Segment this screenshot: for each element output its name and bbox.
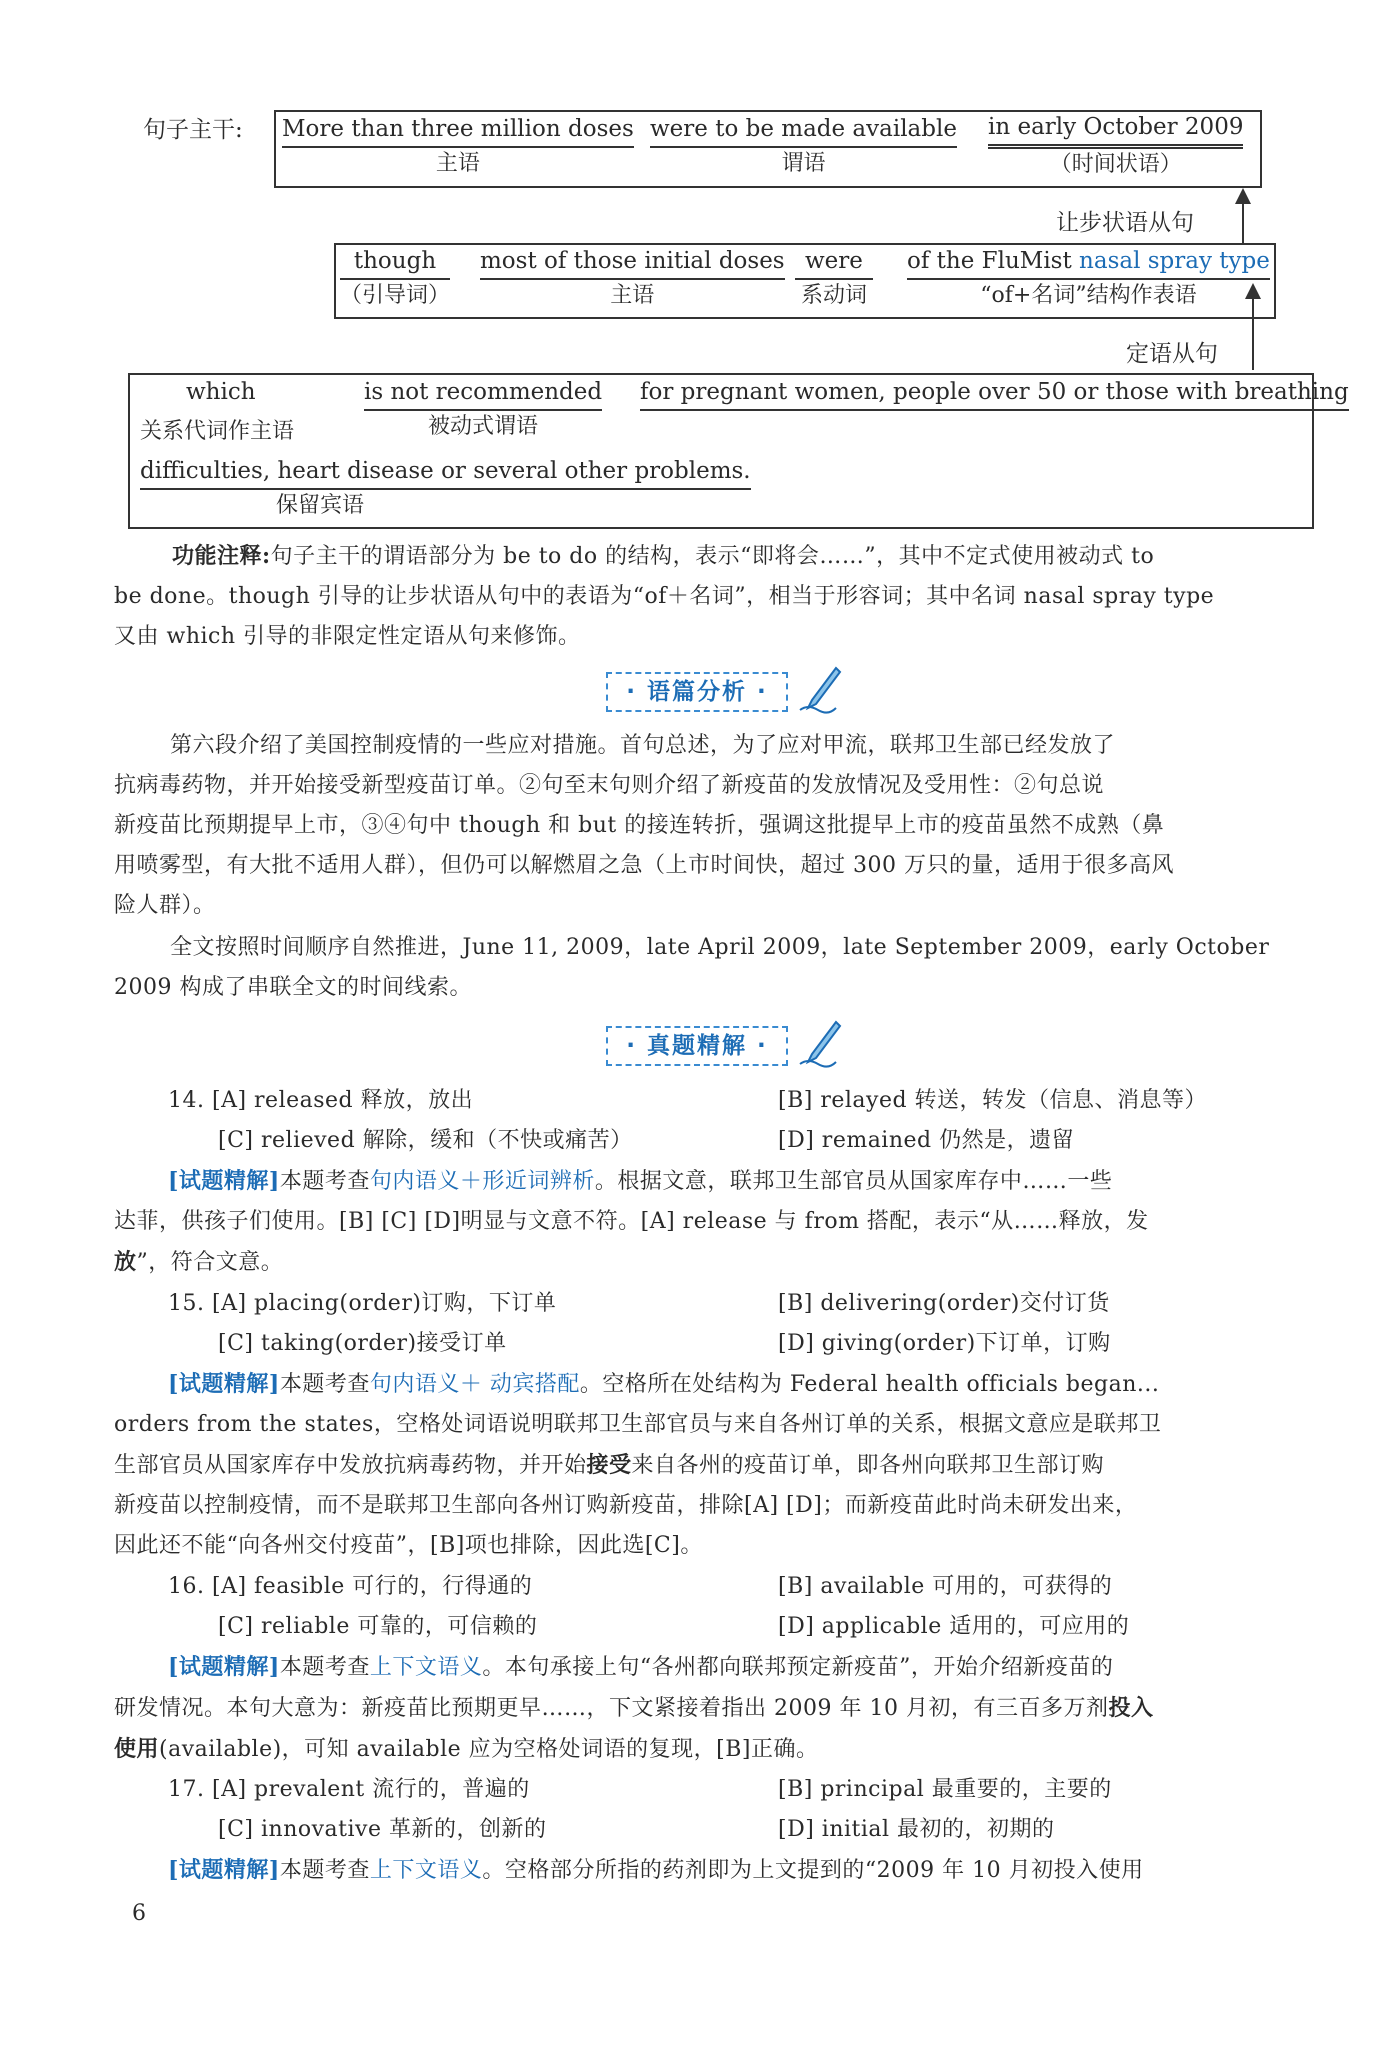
q16-option-d: [D] applicable 适用的，可应用的 — [778, 1614, 1130, 1639]
q15-option-d: [D] giving(order)下订单，订购 — [778, 1331, 1111, 1356]
pen-icon — [796, 664, 842, 714]
q17-option-c: [C] innovative 革新的，创新的 — [218, 1817, 547, 1842]
q14-option-d: [D] remained 仍然是，遗留 — [778, 1128, 1075, 1153]
pen-icon-2 — [796, 1018, 842, 1068]
q15-explanation: [试题精解]本题考查句内语义＋ 动宾搭配。空格所在处结构为 Federal health officials began... orders from the states，空格处词语说明联邦卫生部官员与来自各州订单的关系，根据文意应是联邦卫 生部官员从国家库存中发放抗病毒药物，并开始接受来自各州的疫苗订单，即各州向联邦卫生部订购 新疫苗以控制疫情，而不是联邦卫生部向各州订购新疫苗，排除[A] [D]；而新疫苗此时尚未研发出来， 因此还不能“向各州交付疫苗”，[B]项也排除，因此选[C]。 — [114, 1371, 1162, 1558]
relative-for-phrase: for pregnant women, people over 50 or those with breathing — [640, 377, 1349, 411]
section-title-discourse-analysis: · 语篇分析 · — [606, 672, 788, 712]
concessive-though: though （引导词） — [340, 248, 451, 308]
q17-explanation: [试题精解]本题考查上下文语义。空格部分所指的药剂即为上文提到的“2009 年 10 月初投入使用 — [168, 1857, 1144, 1883]
q16-option-b: [B] available 可用的，可获得的 — [778, 1574, 1113, 1599]
main-predicate: were to be made available 谓语 — [650, 116, 957, 176]
section-title-question-analysis: · 真题精解 · — [606, 1026, 788, 1066]
relative-clause-label: 定语从句 — [1126, 341, 1218, 367]
concessive-clause-label: 让步状语从句 — [1056, 210, 1194, 236]
concessive-subject: most of those initial doses 主语 — [480, 248, 785, 308]
arrow-up-icon-2 — [1245, 283, 1261, 299]
connector-line — [1242, 200, 1244, 244]
q16-option-a: 16. [A] feasible 可行的，行得通的 — [168, 1574, 533, 1599]
q15-option-a: 15. [A] placing(order)订购，下订单 — [168, 1291, 557, 1316]
q16-option-c: [C] reliable 可靠的，可信赖的 — [218, 1614, 538, 1639]
concessive-verb: were 系动词 — [795, 246, 873, 312]
main-clause-label: 句子主干: — [143, 117, 243, 143]
q17-option-d: [D] initial 最初的，初期的 — [778, 1817, 1055, 1842]
q17-option-a: 17. [A] prevalent 流行的，普遍的 — [168, 1777, 530, 1802]
q15-option-c: [C] taking(order)接受订单 — [218, 1331, 507, 1356]
function-note: 功能注释:句子主干的谓语部分为 be to do 的结构，表示“即将会……”，其中不定式使用被动式 to be done。though 引导的让步状语从句中的表语为“of＋名词”，相当于形容词；其中名词 nasal spray type 又由 which 引导的非限定性定语从句来修饰。 — [114, 543, 1215, 649]
q14-explanation: [试题精解]本题考查句内语义＋形近词辨析。根据文意，联邦卫生部官员从国家库存中……一些 达菲，供孩子们使用。[B] [C] [D]明显与文意不符。[A] release 与 from 搭配，表示“从……释放，发 放”，符合文意。 — [114, 1168, 1149, 1275]
connector-line-2 — [1252, 298, 1254, 370]
page-number: 6 — [132, 1901, 146, 1926]
analysis-paragraph-1: 第六段介绍了美国控制疫情的一些应对措施。首句总述，为了应对甲流，联邦卫生部已经发放了 抗病毒药物，并开始接受新型疫苗订单。②句至末句则介绍了新疫苗的发放情况及受用性：②句总说 新疫苗比预期提早上市，③④句中 though 和 but 的接连转折，强调这批提早上市的疫苗虽然不成熟（鼻 用喷雾型，有大批不适用人群），但仍可以解燃眉之急（上市时间快，超过 300 万只的量，适用于很多高风 险人群）。 — [114, 733, 1174, 918]
analysis-paragraph-2: 全文按照时间顺序自然推进，June 11, 2009，late April 2009，late September 2009，early October 2009 构成了串联全文的时间线索。 — [114, 935, 1270, 1000]
relative-which-label: 关系代词作主语 — [140, 419, 295, 444]
q14-option-a: 14. [A] released 释放，放出 — [168, 1088, 474, 1113]
relative-verb: is not recommended 被动式谓语 — [364, 379, 603, 439]
q17-option-b: [B] principal 最重要的，主要的 — [778, 1777, 1112, 1802]
q14-option-b: [B] relayed 转送，转发（信息、消息等） — [778, 1088, 1208, 1113]
concessive-predicative: of the FluMist nasal spray type “of+名词”结构作表语 — [907, 248, 1270, 308]
q15-option-b: [B] delivering(order)交付订货 — [778, 1291, 1110, 1316]
main-subject: More than three million doses 主语 — [282, 116, 634, 176]
q16-explanation: [试题精解]本题考查上下文语义。本句承接上句“各州都向联邦预定新疫苗”，开始介绍新疫苗的 研发情况。本句大意为：新疫苗比预期更早……，下文紧接着指出 2009 年 10 月初，有三百多万剂投入 使用(available)，可知 available 应为空格处词语的复现，[B]正确。 — [114, 1654, 1154, 1762]
relative-retained-object: difficulties, heart disease or several other problems. 保留宾语 — [140, 458, 751, 518]
main-adverbial: in early October 2009 （时间状语） — [988, 114, 1244, 177]
q14-option-c: [C] relieved 解除，缓和（不快或痛苦） — [218, 1128, 633, 1153]
relative-which: which — [186, 379, 256, 405]
